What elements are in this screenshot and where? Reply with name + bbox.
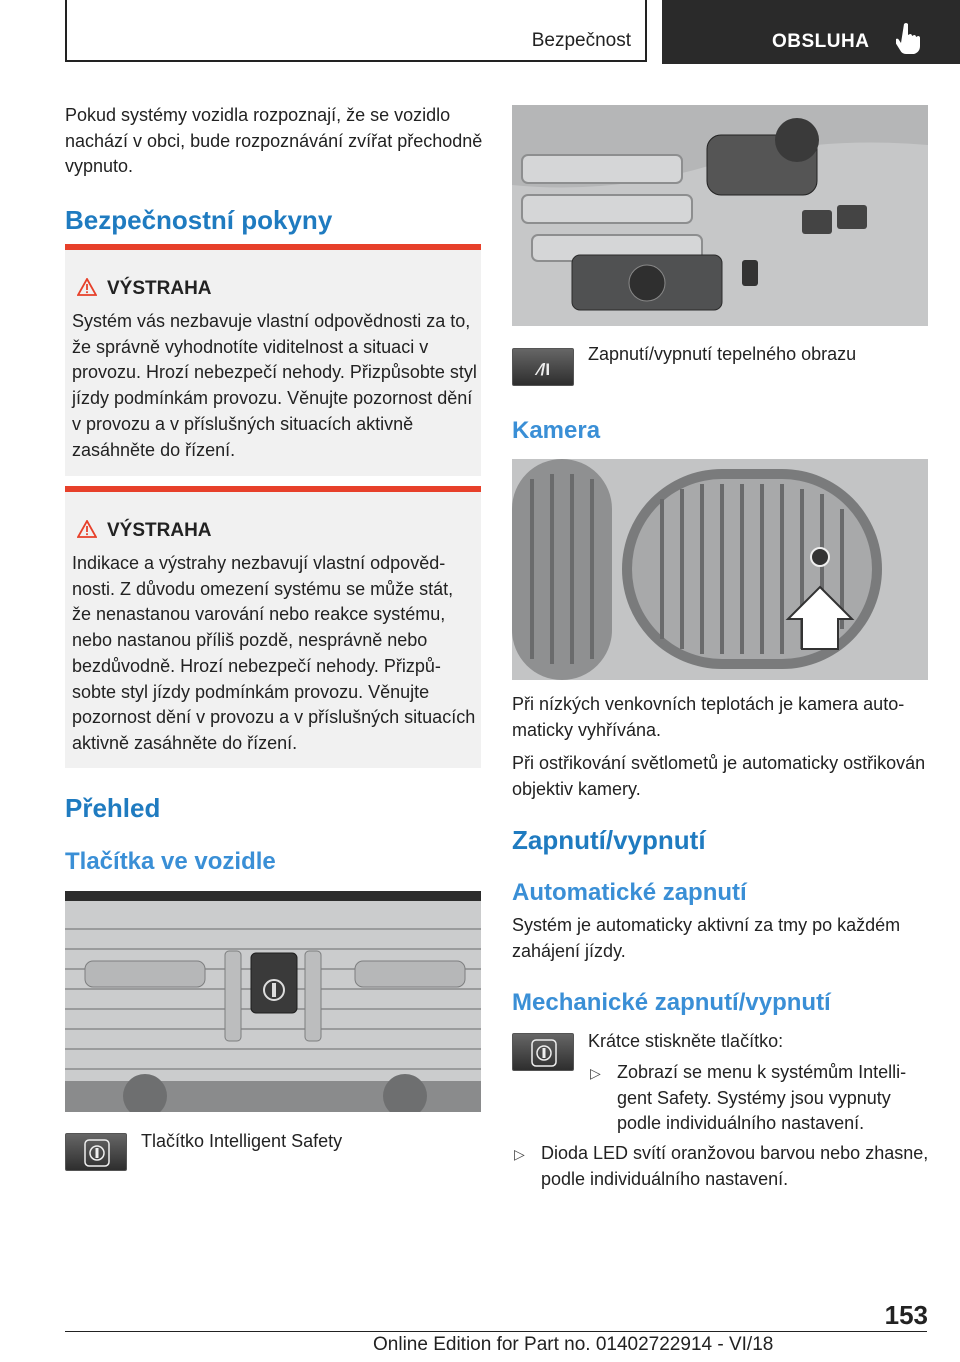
kidney-grille-photo — [512, 459, 928, 680]
intelligent-safety-button-image — [65, 1133, 127, 1171]
warning-box-1 — [65, 244, 481, 476]
button-caption: Tlačítko Intelligent Safety — [141, 1131, 343, 1151]
dashboard-photo — [512, 105, 928, 326]
safety-heading: Bezpečnostní pokyny — [65, 205, 333, 235]
manual-intro: Krátce stiskněte tlačítko: — [588, 1031, 784, 1051]
warning-title-2: VÝSTRAHA — [107, 520, 212, 541]
page-number: 153 — [884, 1300, 928, 1330]
camera-paragraph-2: Při ostřikování světlometů je automaticky ostřikován objektiv kamery. — [512, 753, 926, 799]
warning-triangle-icon — [77, 520, 97, 538]
chapter-tab[interactable] — [662, 0, 960, 64]
warning-text-2: Indikace a výstrahy nezbavují vlastní odpovědnosti. Z důvodu omezení systému se může stát, že nenastanou varování nebo reakce systému, nebo nastanou příliš pozdě, nesprávně nebo bezdůvodně. Hrozí nebezpečí nehody. Přizpůsobte styl jízdy podmínkám provozu. Věnujte pozornost dění v provozu a v příslušných situacích aktivně zasáhněte do řízení. — [72, 553, 476, 753]
thermal-caption: Zapnutí/vypnutí tepelného obrazu — [588, 344, 857, 364]
auto-heading: Automatické zapnutí — [512, 879, 747, 906]
footer-divider — [65, 1331, 927, 1332]
header-section-box — [65, 0, 647, 62]
footer-edition: Online Edition for Part no. 01402722914 - VI/18 — [373, 1334, 774, 1355]
onoff-heading: Zapnutí/vypnutí — [512, 825, 706, 855]
bullet-triangle-icon: ▷ — [590, 1065, 601, 1081]
bullet-2-text: Dioda LED svítí oranžovou barvou nebo zhasne, podle individuálního nastavení. — [541, 1143, 929, 1189]
warning-title-1: VÝSTRAHA — [107, 278, 212, 299]
camera-heading: Kamera — [512, 417, 601, 444]
warning-text-1: Systém vás nezbavuje vlastní odpovědnosti za to, že správně vyhodnotíte viditelnost a situaci v provozu. Hrozí nebezpečí nehody. Přizpůsobte styl jízdy podmínkám provozu. Věnujte pozornost dění v provozu a v příslušných situacích aktivně zasáhněte do řízení. — [72, 311, 477, 460]
warning-triangle-icon — [77, 278, 97, 296]
camera-paragraph-1: Při nízkých venkovních teplotách je kamera automaticky vyhřívána. — [512, 694, 905, 740]
section-title: Bezpečnost — [531, 30, 631, 51]
manual-heading: Mechanické zapnutí/vypnutí — [512, 989, 831, 1016]
overview-heading: Přehled — [65, 793, 161, 823]
hand-pointer-icon — [896, 22, 922, 54]
intro-paragraph: Pokud systémy vozidla rozpoznají, že se vozidlo nachází v obci, bude rozpoznávání zvířat přechodně vypnuto. — [65, 105, 483, 177]
auto-paragraph: Systém je automaticky aktivní za tmy po každém zahájení jízdy. — [512, 915, 901, 961]
center-console-photo — [65, 891, 481, 1112]
chapter-tab-label: OBSLUHA — [772, 31, 870, 52]
buttons-heading: Tlačítka ve vozidle — [65, 848, 276, 875]
intelligent-safety-button-image-2 — [512, 1033, 574, 1071]
thermal-image-button — [512, 348, 574, 386]
bullet-triangle-icon: ▷ — [514, 1146, 525, 1162]
svg-text:⁄/I: ⁄/I — [537, 360, 551, 379]
bullet-1-text: Zobrazí se menu k systémům Intelligent Safety. Systémy jsou vypnuty podle individuálního nastavení. — [617, 1062, 907, 1134]
warning-box-2 — [65, 486, 481, 768]
